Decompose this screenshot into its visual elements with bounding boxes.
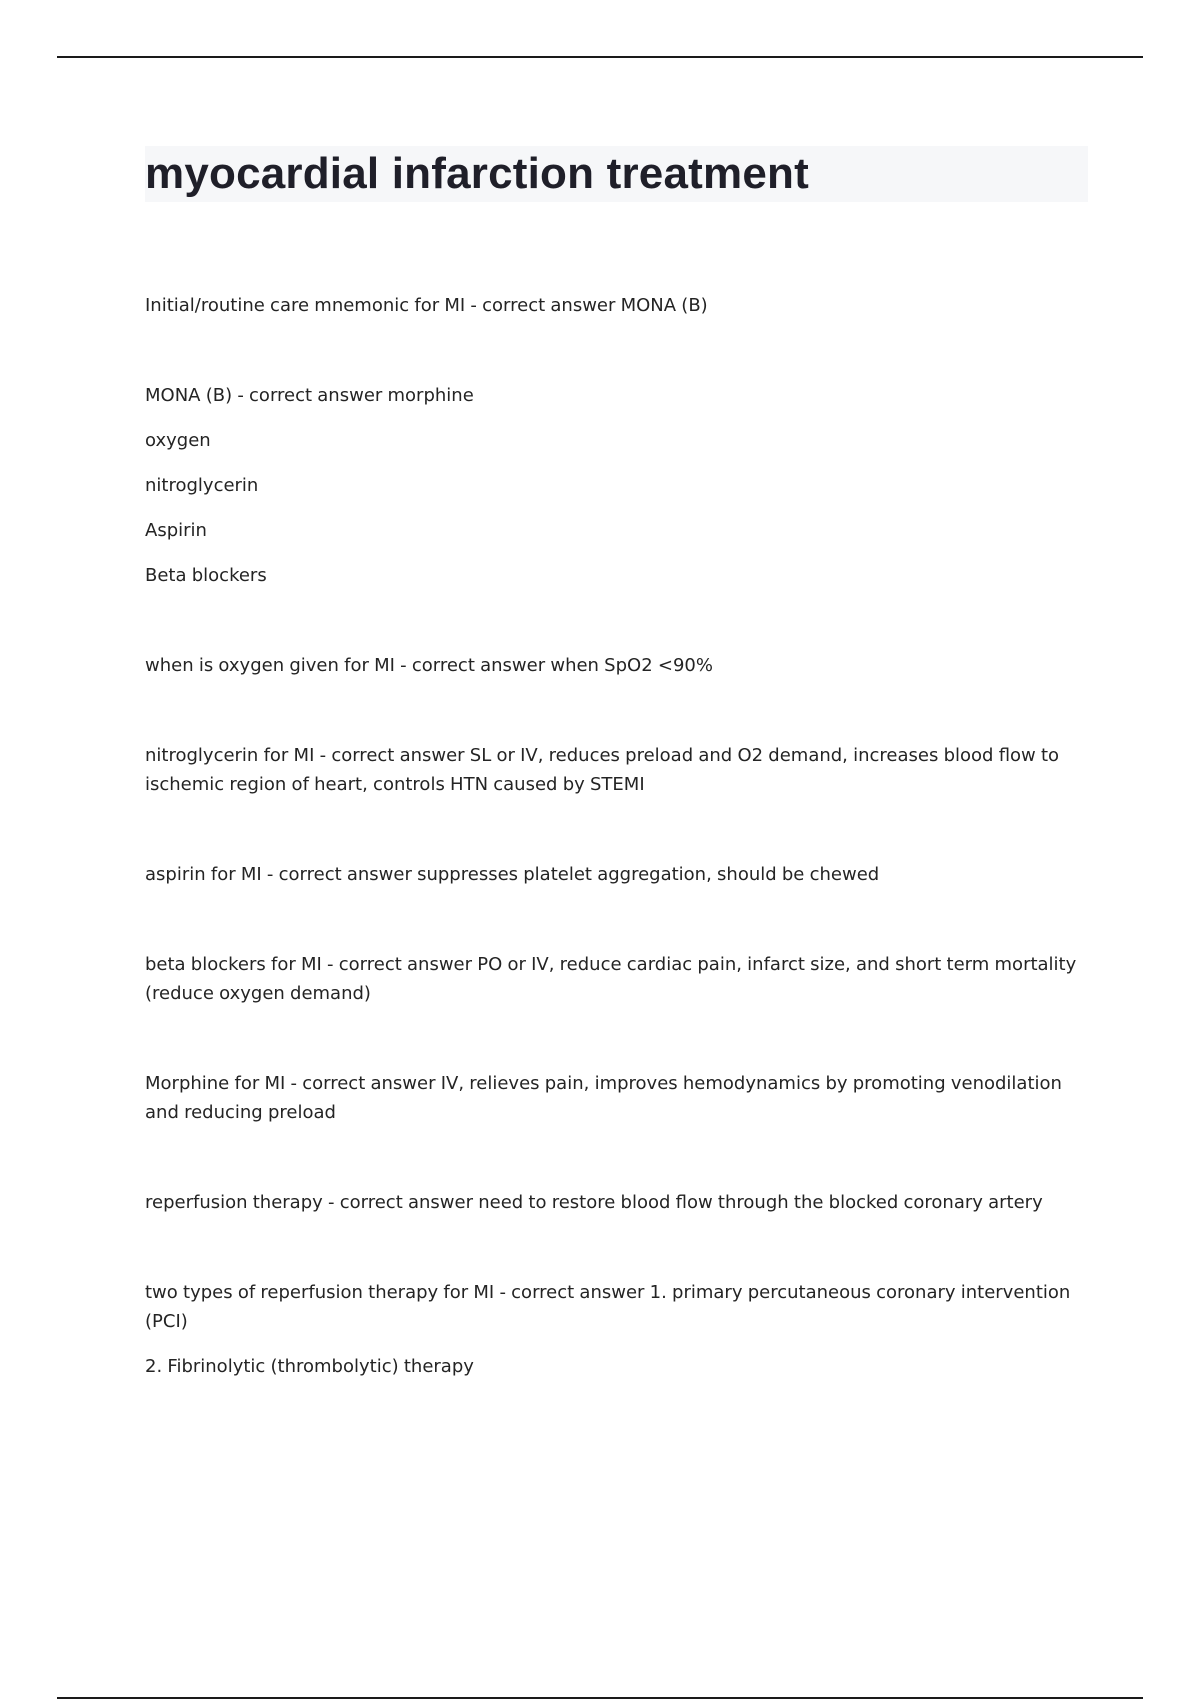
text-line: when is oxygen given for MI - correct answer when SpO2 <90% (145, 655, 713, 676)
text-line: aspirin for MI - correct answer suppresses platelet aggregation, should be chewed (145, 864, 880, 885)
text-line: oxygen (145, 430, 211, 451)
text-line: beta blockers for MI - correct answer PO or IV, reduce cardiac pain, infarct size, and short term mortality (reduce oxygen demand) (145, 954, 1077, 1004)
text-line: Morphine for MI - correct answer IV, relieves pain, improves hemodynamics by promoting venodilation and reducing preload (145, 1073, 1062, 1123)
qa-item (145, 651, 1090, 680)
text-line: reperfusion therapy - correct answer need to restore blood flow through the blocked coronary artery (145, 1192, 1043, 1213)
text-line: 2. Fibrinolytic (thrombolytic) therapy (145, 1356, 474, 1377)
text-line: Aspirin (145, 520, 207, 541)
qa-item (145, 1278, 1090, 1381)
text-line: nitroglycerin (145, 475, 259, 496)
qa-item (145, 860, 1090, 889)
qa-item (145, 741, 1090, 799)
top-divider (57, 56, 1143, 58)
text-line: nitroglycerin for MI - correct answer SL or IV, reduces preload and O2 demand, increases blood flow to ischemic region of heart, controls HTN caused by STEMI (145, 745, 1060, 795)
qa-item (145, 1188, 1090, 1217)
page-title: myocardial infarction treatment (145, 149, 809, 198)
text-line: MONA (B) - correct answer morphine (145, 385, 474, 406)
qa-item (145, 381, 1090, 590)
qa-item (145, 950, 1090, 1008)
qa-item (145, 1069, 1090, 1127)
qa-item (145, 291, 1090, 320)
document-body (145, 291, 1090, 1397)
text-line: Beta blockers (145, 565, 267, 586)
text-line: two types of reperfusion therapy for MI - correct answer 1. primary percutaneous coronary intervention (PCI) (145, 1282, 1071, 1332)
text-line: Initial/routine care mnemonic for MI - correct answer MONA (B) (145, 295, 708, 316)
bottom-divider (57, 1697, 1143, 1699)
